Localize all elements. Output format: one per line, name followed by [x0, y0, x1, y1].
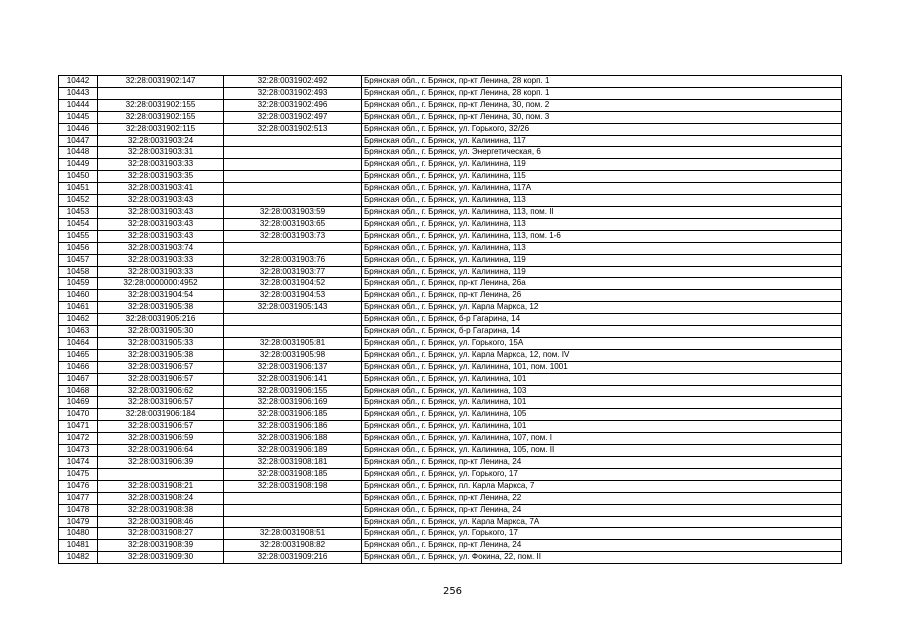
- cadastral-number-cell: [98, 87, 224, 99]
- address-cell: Брянская обл., г. Брянск, пр-кт Ленина, 28 корп. 1: [362, 87, 842, 99]
- address-cell: Брянская обл., г. Брянск, ул. Калинина, 101: [362, 373, 842, 385]
- row-number-cell: 10470: [59, 409, 98, 421]
- cadastral-number-cell: 32:28:0031906:57: [98, 373, 224, 385]
- address-cell: Брянская обл., г. Брянск, ул. Калинина, 115: [362, 171, 842, 183]
- object-number-cell: 32:28:0031905:81: [224, 337, 362, 349]
- table-row: [59, 433, 842, 445]
- object-number-cell: 32:28:0031905:143: [224, 302, 362, 314]
- address-cell: Брянская обл., г. Брянск, ул. Калинина, 113: [362, 218, 842, 230]
- row-number-cell: 10457: [59, 254, 98, 266]
- row-number-cell: 10469: [59, 397, 98, 409]
- address-cell: Брянская обл., г. Брянск, ул. Горького, 17: [362, 468, 842, 480]
- object-number-cell: 32:28:0031906:185: [224, 409, 362, 421]
- cadastral-number-cell: 32:28:0000000:4952: [98, 278, 224, 290]
- table-row: [59, 302, 842, 314]
- table-row: [59, 206, 842, 218]
- table-row: [59, 230, 842, 242]
- row-number-cell: 10473: [59, 445, 98, 457]
- address-cell: Брянская обл., г. Брянск, ул. Калинина, 103: [362, 385, 842, 397]
- table-row: [59, 468, 842, 480]
- row-number-cell: 10471: [59, 421, 98, 433]
- table-row: [59, 254, 842, 266]
- table-row: [59, 266, 842, 278]
- row-number-cell: 10466: [59, 361, 98, 373]
- address-cell: Брянская обл., г. Брянск, ул. Калинина, 105: [362, 409, 842, 421]
- row-number-cell: 10448: [59, 147, 98, 159]
- address-cell: Брянская обл., г. Брянск, ул. Фокина, 22, пом. II: [362, 552, 842, 564]
- cadastral-number-cell: 32:28:0031909:30: [98, 552, 224, 564]
- table-row: [59, 99, 842, 111]
- object-number-cell: 32:28:0031908:51: [224, 528, 362, 540]
- object-number-cell: [224, 516, 362, 528]
- cadastral-number-cell: 32:28:0031903:24: [98, 135, 224, 147]
- row-number-cell: 10480: [59, 528, 98, 540]
- cadastral-number-cell: 32:28:0031904:54: [98, 290, 224, 302]
- table-row: [59, 385, 842, 397]
- object-number-cell: 32:28:0031908:82: [224, 540, 362, 552]
- cadastral-number-cell: 32:28:0031903:33: [98, 254, 224, 266]
- cadastral-number-cell: [98, 468, 224, 480]
- object-number-cell: 32:28:0031903:77: [224, 266, 362, 278]
- address-cell: Брянская обл., г. Брянск, б-р Гагарина, 14: [362, 314, 842, 326]
- row-number-cell: 10465: [59, 349, 98, 361]
- row-number-cell: 10468: [59, 385, 98, 397]
- object-number-cell: 32:28:0031906:189: [224, 445, 362, 457]
- address-cell: Брянская обл., г. Брянск, пр-кт Ленина, 26а: [362, 278, 842, 290]
- cadastral-number-cell: 32:28:0031903:33: [98, 159, 224, 171]
- cadastral-number-cell: 32:28:0031908:24: [98, 492, 224, 504]
- table-row: [59, 540, 842, 552]
- table-row: [59, 242, 842, 254]
- address-cell: Брянская обл., г. Брянск, пр-кт Ленина, 24: [362, 504, 842, 516]
- address-cell: Брянская обл., г. Брянск, пр-кт Ленина, 30, пом. 2: [362, 99, 842, 111]
- row-number-cell: 10459: [59, 278, 98, 290]
- address-cell: Брянская обл., г. Брянск, пр-кт Ленина, 24: [362, 540, 842, 552]
- row-number-cell: 10482: [59, 552, 98, 564]
- object-number-cell: 32:28:0031906:169: [224, 397, 362, 409]
- cadastral-number-cell: 32:28:0031906:57: [98, 361, 224, 373]
- row-number-cell: 10472: [59, 433, 98, 445]
- cadastral-number-cell: 32:28:0031905:30: [98, 326, 224, 338]
- cadastral-number-cell: 32:28:0031906:59: [98, 433, 224, 445]
- row-number-cell: 10474: [59, 457, 98, 469]
- row-number-cell: 10453: [59, 206, 98, 218]
- object-number-cell: 32:28:0031908:181: [224, 457, 362, 469]
- address-cell: Брянская обл., г. Брянск, ул. Калинина, 117А: [362, 183, 842, 195]
- table-row: [59, 337, 842, 349]
- row-number-cell: 10455: [59, 230, 98, 242]
- address-cell: Брянская обл., г. Брянск, ул. Карла Маркса, 7А: [362, 516, 842, 528]
- address-cell: Брянская обл., г. Брянск, б-р Гагарина, 14: [362, 326, 842, 338]
- object-number-cell: 32:28:0031903:73: [224, 230, 362, 242]
- row-number-cell: 10451: [59, 183, 98, 195]
- table-row: [59, 409, 842, 421]
- row-number-cell: 10450: [59, 171, 98, 183]
- object-number-cell: 32:28:0031902:513: [224, 123, 362, 135]
- cadastral-number-cell: 32:28:0031903:43: [98, 195, 224, 207]
- table-row: [59, 111, 842, 123]
- table-row: [59, 135, 842, 147]
- cadastral-number-cell: 32:28:0031908:39: [98, 540, 224, 552]
- object-number-cell: [224, 195, 362, 207]
- cadastral-number-cell: 32:28:0031903:31: [98, 147, 224, 159]
- table-row: [59, 492, 842, 504]
- row-number-cell: 10452: [59, 195, 98, 207]
- table-row: [59, 218, 842, 230]
- row-number-cell: 10446: [59, 123, 98, 135]
- row-number-cell: 10458: [59, 266, 98, 278]
- table-row: [59, 397, 842, 409]
- table-row: [59, 361, 842, 373]
- cadastral-number-cell: 32:28:0031906:64: [98, 445, 224, 457]
- cadastral-number-cell: 32:28:0031903:74: [98, 242, 224, 254]
- object-number-cell: [224, 504, 362, 516]
- object-number-cell: [224, 135, 362, 147]
- cadastral-number-cell: 32:28:0031906:57: [98, 421, 224, 433]
- cadastral-number-cell: 32:28:0031905:38: [98, 349, 224, 361]
- address-cell: Брянская обл., г. Брянск, ул. Горького, 17: [362, 528, 842, 540]
- table-row: [59, 445, 842, 457]
- cadastral-number-cell: 32:28:0031902:155: [98, 111, 224, 123]
- address-cell: Брянская обл., г. Брянск, ул. Горького, 15А: [362, 337, 842, 349]
- row-number-cell: 10444: [59, 99, 98, 111]
- object-number-cell: [224, 492, 362, 504]
- address-cell: Брянская обл., г. Брянск, ул. Калинина, 117: [362, 135, 842, 147]
- object-number-cell: [224, 171, 362, 183]
- address-cell: Брянская обл., г. Брянск, ул. Калинина, 119: [362, 266, 842, 278]
- table-row: [59, 552, 842, 564]
- address-cell: Брянская обл., г. Брянск, пр-кт Ленина, 26: [362, 290, 842, 302]
- table-row: [59, 326, 842, 338]
- cadastral-number-cell: 32:28:0031905:38: [98, 302, 224, 314]
- row-number-cell: 10481: [59, 540, 98, 552]
- cadastral-number-cell: 32:28:0031905:33: [98, 337, 224, 349]
- row-number-cell: 10460: [59, 290, 98, 302]
- row-number-cell: 10463: [59, 326, 98, 338]
- address-cell: Брянская обл., г. Брянск, пл. Карла Маркса, 7: [362, 480, 842, 492]
- object-number-cell: 32:28:0031902:492: [224, 76, 362, 88]
- address-cell: Брянская обл., г. Брянск, ул. Калинина, 101: [362, 421, 842, 433]
- registry-table: [58, 75, 842, 564]
- table-row: [59, 183, 842, 195]
- table-row: [59, 457, 842, 469]
- table-row: [59, 195, 842, 207]
- row-number-cell: 10479: [59, 516, 98, 528]
- address-cell: Брянская обл., г. Брянск, пр-кт Ленина, 28 корп. 1: [362, 76, 842, 88]
- cadastral-number-cell: 32:28:0031908:38: [98, 504, 224, 516]
- row-number-cell: 10475: [59, 468, 98, 480]
- cadastral-number-cell: 32:28:0031902:155: [98, 99, 224, 111]
- cadastral-number-cell: 32:28:0031903:33: [98, 266, 224, 278]
- row-number-cell: 10467: [59, 373, 98, 385]
- cadastral-number-cell: 32:28:0031903:43: [98, 218, 224, 230]
- table-row: [59, 516, 842, 528]
- table-row: [59, 480, 842, 492]
- object-number-cell: 32:28:0031904:53: [224, 290, 362, 302]
- row-number-cell: 10478: [59, 504, 98, 516]
- table-row: [59, 528, 842, 540]
- cadastral-number-cell: 32:28:0031908:27: [98, 528, 224, 540]
- table-row: [59, 349, 842, 361]
- table-row: [59, 504, 842, 516]
- row-number-cell: 10454: [59, 218, 98, 230]
- table-row: [59, 87, 842, 99]
- object-number-cell: 32:28:0031902:497: [224, 111, 362, 123]
- object-number-cell: [224, 314, 362, 326]
- object-number-cell: 32:28:0031909:216: [224, 552, 362, 564]
- address-cell: Брянская обл., г. Брянск, ул. Калинина, 119: [362, 159, 842, 171]
- object-number-cell: 32:28:0031903:59: [224, 206, 362, 218]
- row-number-cell: 10442: [59, 76, 98, 88]
- cadastral-number-cell: 32:28:0031908:46: [98, 516, 224, 528]
- cadastral-number-cell: 32:28:0031903:35: [98, 171, 224, 183]
- cadastral-number-cell: 32:28:0031902:147: [98, 76, 224, 88]
- table-row: [59, 314, 842, 326]
- table-row: [59, 171, 842, 183]
- object-number-cell: 32:28:0031906:137: [224, 361, 362, 373]
- table-row: [59, 76, 842, 88]
- row-number-cell: 10464: [59, 337, 98, 349]
- row-number-cell: 10476: [59, 480, 98, 492]
- object-number-cell: 32:28:0031906:186: [224, 421, 362, 433]
- row-number-cell: 10447: [59, 135, 98, 147]
- cadastral-number-cell: 32:28:0031902:115: [98, 123, 224, 135]
- object-number-cell: [224, 242, 362, 254]
- cadastral-number-cell: 32:28:0031906:39: [98, 457, 224, 469]
- cadastral-number-cell: 32:28:0031903:43: [98, 206, 224, 218]
- address-cell: Брянская обл., г. Брянск, ул. Карла Маркса, 12, пом. IV: [362, 349, 842, 361]
- object-number-cell: [224, 183, 362, 195]
- row-number-cell: 10443: [59, 87, 98, 99]
- object-number-cell: 32:28:0031902:496: [224, 99, 362, 111]
- object-number-cell: [224, 159, 362, 171]
- row-number-cell: 10462: [59, 314, 98, 326]
- row-number-cell: 10449: [59, 159, 98, 171]
- object-number-cell: 32:28:0031903:65: [224, 218, 362, 230]
- row-number-cell: 10456: [59, 242, 98, 254]
- object-number-cell: 32:28:0031905:98: [224, 349, 362, 361]
- object-number-cell: 32:28:0031906:141: [224, 373, 362, 385]
- address-cell: Брянская обл., г. Брянск, пр-кт Ленина, 24: [362, 457, 842, 469]
- row-number-cell: 10461: [59, 302, 98, 314]
- object-number-cell: 32:28:0031903:76: [224, 254, 362, 266]
- table-row: [59, 290, 842, 302]
- cadastral-number-cell: 32:28:0031903:41: [98, 183, 224, 195]
- address-cell: Брянская обл., г. Брянск, ул. Горького, 32/26: [362, 123, 842, 135]
- object-number-cell: 32:28:0031908:185: [224, 468, 362, 480]
- address-cell: Брянская обл., г. Брянск, ул. Калинина, 105, пом. II: [362, 445, 842, 457]
- address-cell: Брянская обл., г. Брянск, ул. Калинина, 113: [362, 195, 842, 207]
- address-cell: Брянская обл., г. Брянск, пр-кт Ленина, 22: [362, 492, 842, 504]
- address-cell: Брянская обл., г. Брянск, пр-кт Ленина, 30, пом. 3: [362, 111, 842, 123]
- row-number-cell: 10445: [59, 111, 98, 123]
- cadastral-number-cell: 32:28:0031906:57: [98, 397, 224, 409]
- cadastral-number-cell: 32:28:0031906:184: [98, 409, 224, 421]
- cadastral-number-cell: 32:28:0031903:43: [98, 230, 224, 242]
- table-row: [59, 123, 842, 135]
- cadastral-number-cell: 32:28:0031906:62: [98, 385, 224, 397]
- address-cell: Брянская обл., г. Брянск, ул. Калинина, 113, пом. II: [362, 206, 842, 218]
- object-number-cell: 32:28:0031906:155: [224, 385, 362, 397]
- page-number: 256: [442, 586, 463, 597]
- cadastral-number-cell: 32:28:0031905:216: [98, 314, 224, 326]
- object-number-cell: [224, 326, 362, 338]
- address-cell: Брянская обл., г. Брянск, ул. Калинина, 101: [362, 397, 842, 409]
- address-cell: Брянская обл., г. Брянск, ул. Энергетическая, 6: [362, 147, 842, 159]
- registry-table-body: [59, 76, 842, 564]
- object-number-cell: 32:28:0031908:198: [224, 480, 362, 492]
- address-cell: Брянская обл., г. Брянск, ул. Калинина, 101, пом. 1001: [362, 361, 842, 373]
- object-number-cell: 32:28:0031904:52: [224, 278, 362, 290]
- table-row: [59, 159, 842, 171]
- object-number-cell: 32:28:0031906:188: [224, 433, 362, 445]
- table-row: [59, 421, 842, 433]
- address-cell: Брянская обл., г. Брянск, ул. Калинина, 113, пом. 1-6: [362, 230, 842, 242]
- address-cell: Брянская обл., г. Брянск, ул. Калинина, 107, пом. I: [362, 433, 842, 445]
- table-row: [59, 278, 842, 290]
- address-cell: Брянская обл., г. Брянск, ул. Калинина, 119: [362, 254, 842, 266]
- row-number-cell: 10477: [59, 492, 98, 504]
- table-row: [59, 373, 842, 385]
- object-number-cell: [224, 147, 362, 159]
- object-number-cell: 32:28:0031902:493: [224, 87, 362, 99]
- address-cell: Брянская обл., г. Брянск, ул. Калинина, 113: [362, 242, 842, 254]
- address-cell: Брянская обл., г. Брянск, ул. Карла Маркса, 12: [362, 302, 842, 314]
- table-row: [59, 147, 842, 159]
- cadastral-number-cell: 32:28:0031908:21: [98, 480, 224, 492]
